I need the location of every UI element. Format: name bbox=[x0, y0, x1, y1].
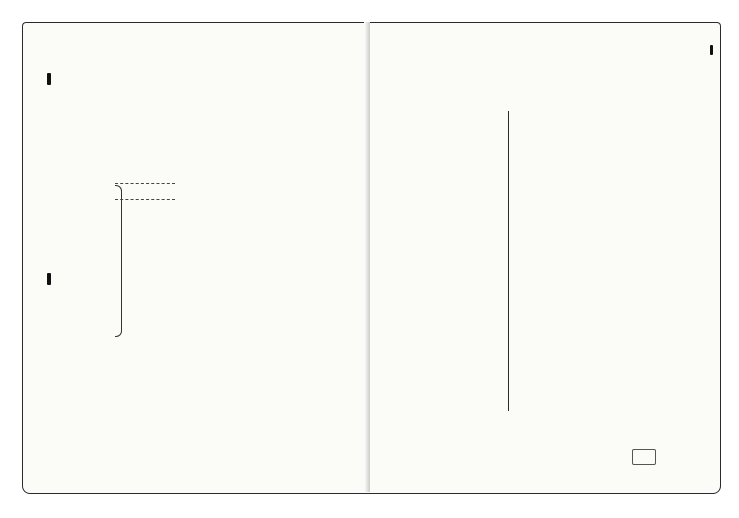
binding-mark bbox=[710, 45, 713, 55]
breakdown-brace bbox=[115, 185, 122, 337]
right-page bbox=[370, 22, 721, 494]
binding-mark bbox=[47, 73, 51, 85]
table-divider bbox=[508, 111, 509, 411]
table-divider bbox=[115, 199, 175, 200]
table-divider bbox=[115, 183, 175, 184]
binding-mark bbox=[47, 273, 51, 285]
seal-stamp bbox=[632, 449, 656, 465]
left-page bbox=[22, 22, 371, 494]
